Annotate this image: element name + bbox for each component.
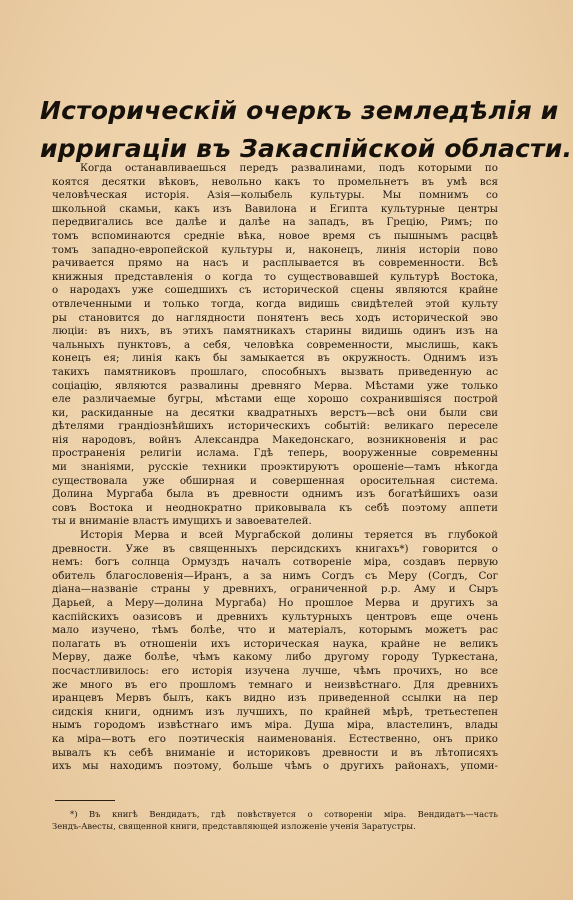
footnote-line: Зендъ-Авесты, священной книги, представляющей изложеніе ученія Заратустры. [52,821,416,831]
text-line: томъ вспоминаются средніе вѣка, новое время съ пышнымъ расцвѣ [52,229,498,242]
text-line: школьной скамьи, какъ изъ Вавилона и Египта культурные центры [52,202,498,215]
text-line: обитель благословенія—Иранъ, а за нимъ Согдъ съ Меру (Согдъ, Сог [52,569,498,582]
text-line: люціи: въ нихъ, въ этихъ памятникахъ старины видишь одинъ изъ на [52,325,498,338]
text-line: ка міра—вотъ его поэтическія наименованія. Естественно, онъ прико [52,732,498,745]
title-line-2: ирригаціи въ Закаспійской области. [40,134,573,163]
text-line: рачивается прямо на насъ и расплывается въ современности. Всѣ [52,257,498,270]
footnote-line: *) Въ книгѣ Вендидатъ, гдѣ повѣствуется о сотвореніи міра. Вендидатъ—часть [70,809,498,819]
text-line: еле различаемые бугры, мѣстами еще хорошо сохранившіяся построй [52,393,498,406]
text-line: ры становится до наглядности понятенъ весь ходъ исторической эво [52,311,498,324]
text-line: нымъ городомъ извѣстнаго имъ міра. Душа міра, властелинъ, влады [52,719,498,732]
text-line: совъ Востока и неоднократно приковывала къ себѣ поэтому аппети [52,501,498,514]
text-line: же много въ его прошломъ темнаго и неизвѣстнаго. Для древнихъ [52,678,498,691]
title-line-1: Историческій очеркъ земледѣлія и [40,96,559,125]
footnote-divider [55,800,115,801]
text-line: Исторія Мерва и всей Мургабской долины теряется въ глубокой [80,529,498,542]
text-line: Когда останавливаешься передъ развалинами, подъ которыми по [80,162,498,174]
text-line: діана—названіе страны у древнихъ, ограниченной р.р. Аму и Сыръ [52,583,498,596]
text-line: сидскія книги, однимъ изъ лучшихъ, по крайней мѣрѣ, третьестепен [52,705,498,718]
text-line: человѣческая исторія. Азія—колыбель культуры. Мы помнимъ со [52,189,498,202]
text-line: каспійскихъ оазисовъ и древнихъ культурныхъ центровъ еще очень [52,610,498,623]
page-title [40,92,573,168]
text-line: пространенія религіи ислама. Гдѣ теперь, вооруженные современны [52,447,498,460]
text-line: такихъ памятниковъ прошлаго, способныхъ вызвать приведенную ас [52,365,498,378]
text-line: соціацію, являются развалины древняго Мерва. Мѣстами уже только [52,379,498,392]
text-line: нія народовъ, войнъ Александра Македонскаго, возникновенія и рас [52,433,498,446]
text-line: иранцевъ Мервъ былъ, какъ видно изъ приведенной ссылки на пер [52,692,498,705]
text-line: древности. Уже въ священныхъ персидскихъ книгахъ*) говорится о [52,542,498,555]
text-line: полагать въ отношеніи ихъ историческая наука, крайне не великъ [52,637,498,650]
text-line: передвигались все далѣе и далѣе на западъ, въ Грецію, Римъ; по [52,216,498,229]
text-line: вывалъ къ себѣ вниманіе и историковъ древности и въ лѣтописяхъ [52,746,498,759]
text-line: чальныхъ пунктовъ, а себя, человѣка современности, мыслишь, какъ [52,338,498,351]
text-line: ты и вниманіе властъ имущихъ и завоевателей. [52,515,312,528]
text-line: ихъ мы находимъ поэтому, больше чѣмъ о другихъ районахъ, упоми- [52,760,498,773]
text-line: томъ западно-европейской культуры и, наконецъ, линія исторіи пово [52,243,498,256]
text-line: коятся десятки вѣковъ, невольно какъ то промельнетъ въ умѣ вся [52,175,498,188]
footnote [52,808,498,832]
text-line: немъ: богъ солнца Ормуздъ началъ сотвореніе міра, создавъ первую [52,556,498,569]
text-line: Долина Мургаба была въ древности однимъ изъ богатѣйшихъ оази [52,488,498,501]
text-line: посчастливилось: его исторія изучена лучше, чѣмъ прочихъ, но все [52,664,498,677]
text-line: ки, раскиданные на десятки квадратныхъ верстъ—всѣ они были сви [52,406,498,419]
text-line: ми знаніями, русскіе техники проэктируютъ орошеніе—тамъ нѣкогда [52,461,498,474]
text-line: книжныя представленія о когда то существовавшей культурѣ Востока, [52,270,498,283]
text-line: отвлеченными и только тогда, когда видишь свидѣтелей этой культу [52,297,498,310]
text-line: Дарьей, а Меру—долина Мургаба) Но прошлое Мерва и другихъ за [52,597,498,609]
body-text [52,162,498,774]
text-line: существовала уже обширная и совершенная оросительная система. [52,474,498,487]
text-line: о народахъ уже сошедшихъ съ исторической сцены являются крайне [52,284,498,297]
text-line: Мерву, даже болѣе, чѣмъ какому либо другому городу Туркестана, [52,651,498,664]
text-line: мало изучено, тѣмъ болѣе, что и матеріалъ, которымъ можетъ рас [52,624,498,637]
text-line: конецъ ея; линія какъ бы замыкается въ окружность. Однимъ изъ [52,352,498,365]
text-line: дѣтелями грандіознѣйшихъ историческихъ событій: великаго переселе [52,420,498,433]
